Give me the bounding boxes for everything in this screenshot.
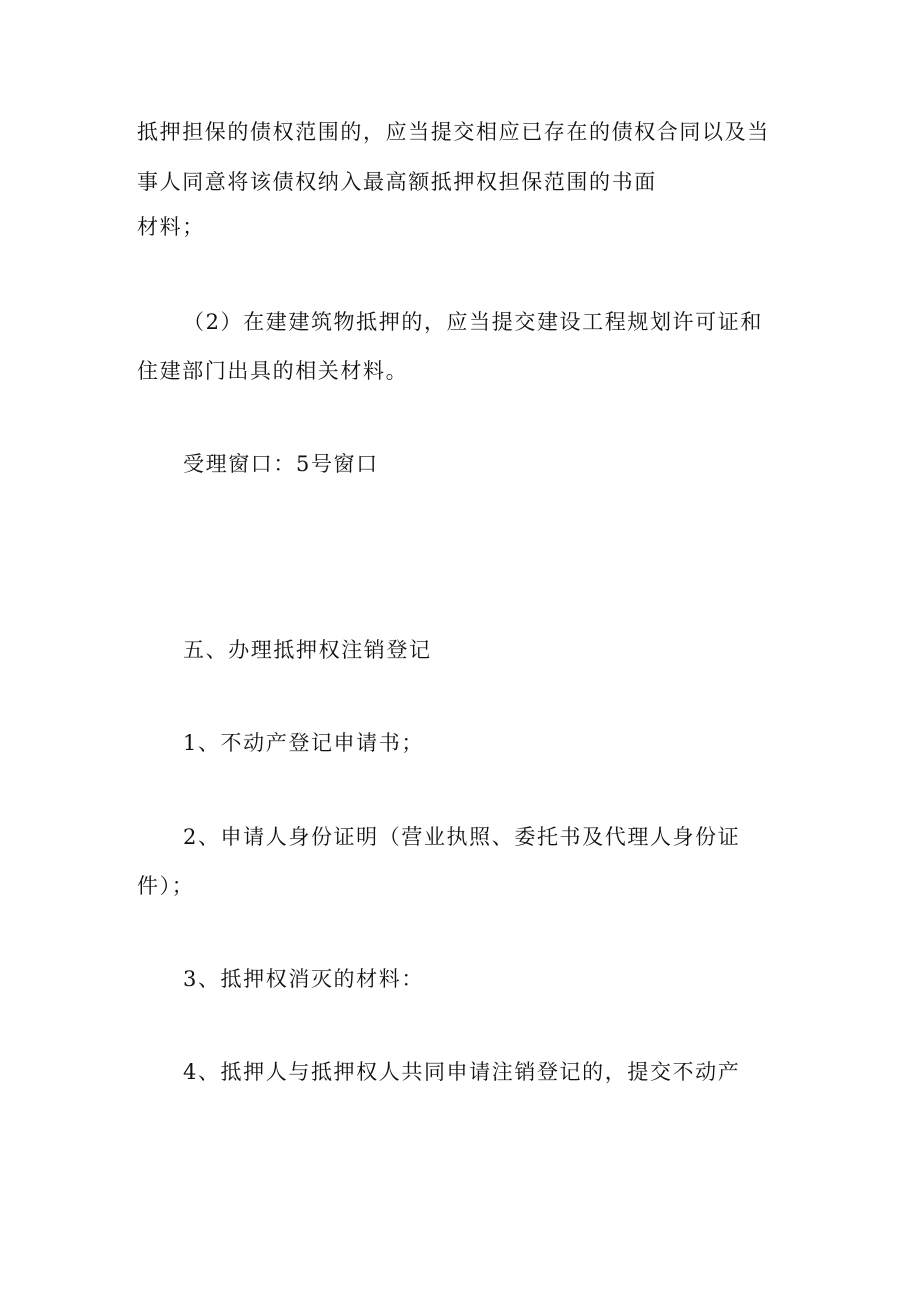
- item-2-line-1: （2）在建建筑物抵押的，应当提交建设工程规划许可证和: [183, 310, 763, 334]
- list-item-4: 4、抵押人与抵押权人共同申请注销登记的，提交不动产: [183, 1060, 741, 1084]
- paragraph-line-1: 抵押担保的债权范围的，应当提交相应已存在的债权合同以及当: [137, 120, 770, 144]
- item-2-line-2: 住建部门出具的相关材料。: [137, 359, 409, 383]
- section-heading: 五、办理抵押权注销登记: [183, 638, 432, 662]
- paragraph-line-2: 事人同意将该债权纳入最高额抵押权担保范围的书面: [137, 170, 657, 194]
- list-item-3: 3、抵押权消灭的材料：: [183, 967, 424, 991]
- list-item-2-line-2: 件）；: [137, 874, 195, 898]
- service-window-line: 受理窗口：5号窗口: [183, 452, 379, 476]
- list-item-2-line-1: 2、申请人身份证明（营业执照、委托书及代理人身份证: [183, 825, 741, 849]
- paragraph-line-3: 材料；: [137, 215, 205, 239]
- list-item-1: 1、不动产登记申请书；: [183, 731, 424, 755]
